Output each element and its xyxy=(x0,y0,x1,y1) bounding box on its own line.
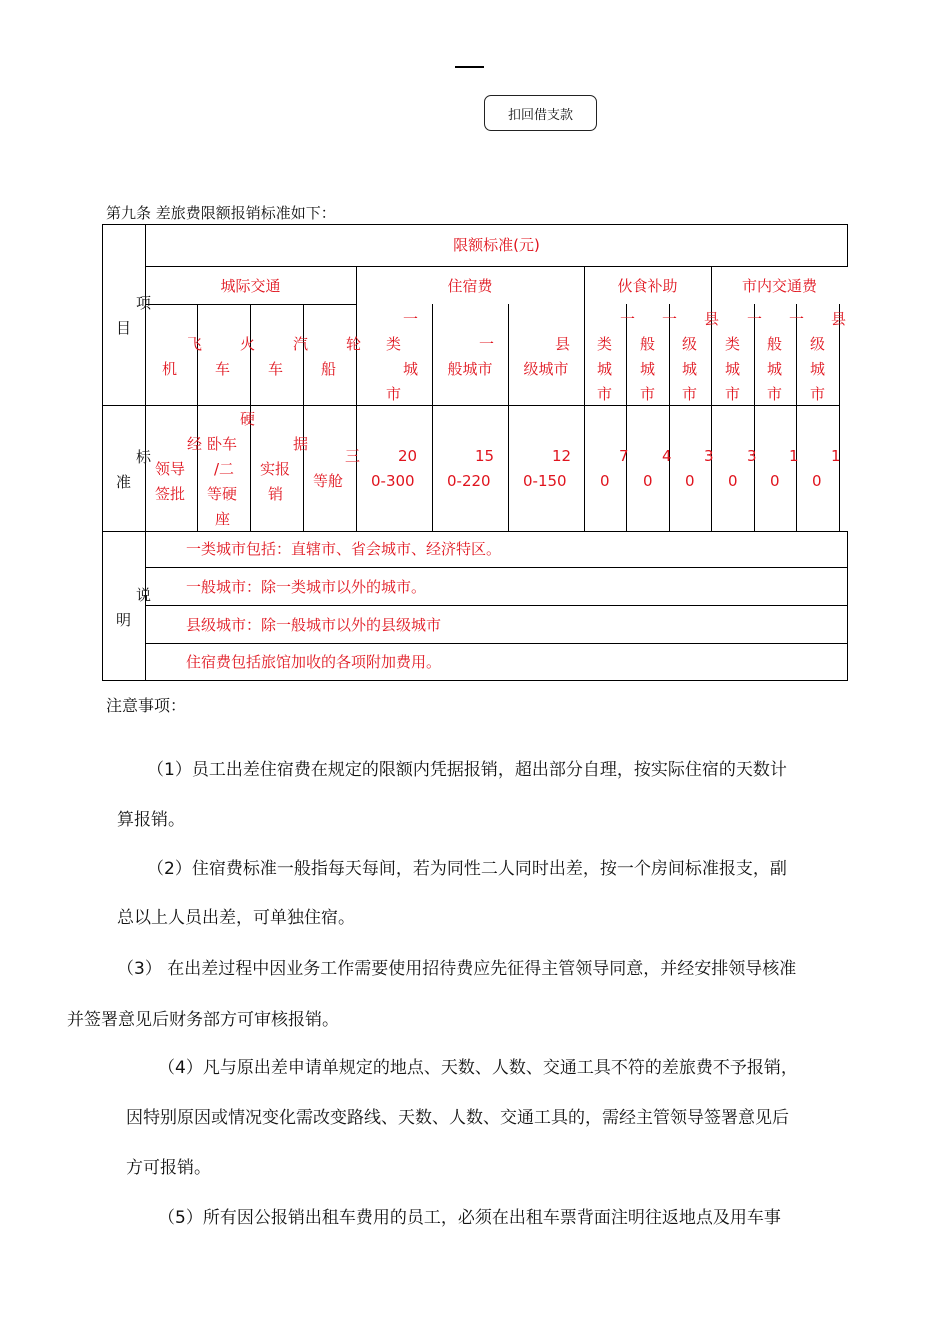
limit-standard-header: 限额标准(元) xyxy=(453,236,540,254)
item-3-line1: （3） 在出差过程中因业务工作需要使用招待费应先征得主管领导同意，并经安排领导核准 xyxy=(117,959,797,979)
std-train: 座 xyxy=(215,510,231,528)
meal-tier1: 城 xyxy=(597,360,613,378)
meal-tier1: 市 xyxy=(597,385,613,403)
stamp-box-label: 扣回借支款 xyxy=(507,107,573,123)
item-1-line1: （1）员工出差住宿费在规定的限额内凭据报销，超出部分自理，按实际住宿的天数计 xyxy=(147,760,787,780)
local-tier1: 类 xyxy=(725,335,741,353)
item-4-line2: 因特别原因或情况变化需改变路线、天数、人数、交通工具的，需经主管领导签署意见后 xyxy=(126,1108,789,1128)
table-rule-v xyxy=(584,266,585,531)
row-header-standard: 标 xyxy=(136,448,152,466)
table-rule xyxy=(145,567,848,568)
table-rule-v xyxy=(796,304,797,531)
table-rule xyxy=(145,643,848,644)
meal-general: 般 xyxy=(640,335,656,353)
type-train: 火 xyxy=(240,335,256,353)
lodging-county: 县 xyxy=(555,335,571,353)
std-plane: 签批 xyxy=(155,485,186,503)
article-heading: 第九条 差旅费限额报销标准如下： xyxy=(106,204,336,222)
row-header-item: 项 xyxy=(136,294,152,312)
stamp-box xyxy=(484,95,597,131)
lodging-general: 一 xyxy=(479,335,495,353)
std-lodging-county: 0-150 xyxy=(523,472,567,490)
note-row: 县级城市：除一般城市以外的县级城市 xyxy=(186,616,442,634)
local-county: 级 xyxy=(810,335,826,353)
table-rule xyxy=(145,605,848,606)
std-meal-county: 3 xyxy=(704,447,714,465)
std-lodging-county: 12 xyxy=(552,447,572,465)
group-meal-allowance: 伙食补助 xyxy=(617,277,678,295)
lodging-county: 级城市 xyxy=(523,360,569,378)
std-train: 卧车 xyxy=(207,435,238,453)
std-ship: 三 xyxy=(345,447,361,465)
lodging-tier1: 市 xyxy=(386,385,402,403)
std-train: 等硬 xyxy=(207,485,238,503)
local-general: 般 xyxy=(767,335,783,353)
std-local-county: 0 xyxy=(812,472,822,490)
type-train: 车 xyxy=(215,360,231,378)
std-bus: 实报 xyxy=(260,460,291,478)
row-header-notes: 说 xyxy=(136,586,152,604)
row-header-standard: 准 xyxy=(116,473,132,491)
type-bus: 汽 xyxy=(293,335,309,353)
meal-county: 市 xyxy=(682,385,698,403)
std-train: /二 xyxy=(214,460,235,478)
type-plane: 机 xyxy=(162,360,178,378)
table-rule-v xyxy=(432,304,433,531)
std-lodging-tier1: 0-300 xyxy=(371,472,415,490)
local-general: 城 xyxy=(767,360,783,378)
std-bus: 据 xyxy=(293,435,309,453)
table-border-top xyxy=(102,224,848,225)
table-rule-v xyxy=(508,304,509,531)
meal-county: 城 xyxy=(682,360,698,378)
std-lodging-general: 15 xyxy=(475,447,495,465)
table-rule-v xyxy=(626,304,627,531)
table-rule xyxy=(145,266,848,267)
table-rule xyxy=(145,304,357,305)
type-bus: 车 xyxy=(268,360,284,378)
table-border-bottom xyxy=(102,680,848,681)
std-train: 硬 xyxy=(240,410,256,428)
std-plane: 经 xyxy=(187,435,203,453)
group-lodging: 住宿费 xyxy=(447,277,493,295)
lodging-tier1: 城 xyxy=(403,360,419,378)
table-border-left xyxy=(102,224,103,680)
meal-county: 县 xyxy=(704,310,720,328)
type-ship: 船 xyxy=(321,360,337,378)
std-local-county: 1 xyxy=(831,447,841,465)
local-general: 一 xyxy=(789,310,805,328)
table-rule xyxy=(102,531,848,532)
local-tier1: 市 xyxy=(725,385,741,403)
item-5-line1: （5）所有因公报销出租车费用的员工，必须在出租车票背面注明往返地点及用车事 xyxy=(158,1208,781,1228)
group-intercity-transport: 城际交通 xyxy=(220,277,281,295)
table-rule-v xyxy=(839,304,840,531)
std-lodging-general: 0-220 xyxy=(447,472,491,490)
group-local-transport: 市内交通费 xyxy=(741,277,817,295)
local-county: 县 xyxy=(831,310,847,328)
std-meal-county: 0 xyxy=(685,472,695,490)
item-4-line1: （4）凡与原出差申请单规定的地点、天数、人数、交通工具不符的差旅费不予报销， xyxy=(158,1058,798,1078)
row-header-item: 目 xyxy=(116,319,132,337)
std-ship: 等舱 xyxy=(313,472,344,490)
std-local-general: 1 xyxy=(789,447,799,465)
std-meal-general: 0 xyxy=(643,472,653,490)
table-border-right xyxy=(847,531,848,680)
local-tier1: 一 xyxy=(747,310,763,328)
type-plane: 飞 xyxy=(187,335,203,353)
row-header-notes: 明 xyxy=(116,611,132,629)
item-2-line1: （2）住宿费标准一般指每天每间，若为同性二人同时出差，按一个房间标准报支，副 xyxy=(147,859,787,879)
lodging-general: 般城市 xyxy=(447,360,493,378)
std-meal-general: 4 xyxy=(662,447,672,465)
std-plane: 领导 xyxy=(155,460,186,478)
item-2-line2: 总以上人员出差，可单独住宿。 xyxy=(117,908,355,928)
note-row: 一类城市包括：直辖市、省会城市、经济特区。 xyxy=(186,540,502,558)
std-lodging-tier1: 20 xyxy=(398,447,418,465)
std-meal-tier1: 0 xyxy=(600,472,610,490)
meal-tier1: 一 xyxy=(620,310,636,328)
item-1-line2: 算报销。 xyxy=(117,810,185,830)
meal-county: 级 xyxy=(682,335,698,353)
type-ship: 轮 xyxy=(346,335,362,353)
std-bus: 销 xyxy=(268,485,284,503)
attention-title: 注意事项： xyxy=(106,696,187,715)
table-rule-v xyxy=(711,266,712,531)
table-rule-v xyxy=(754,304,755,531)
item-4-line3: 方可报销。 xyxy=(126,1158,211,1178)
std-meal-tier1: 7 xyxy=(619,447,629,465)
local-county: 城 xyxy=(810,360,826,378)
note-row: 住宿费包括旅馆加收的各项附加费用。 xyxy=(186,653,442,671)
local-county: 市 xyxy=(810,385,826,403)
lodging-tier1: 一 xyxy=(403,310,419,328)
meal-general: 一 xyxy=(662,310,678,328)
local-tier1: 城 xyxy=(725,360,741,378)
meal-general: 城 xyxy=(640,360,656,378)
meal-general: 市 xyxy=(640,385,656,403)
table-rule-v xyxy=(356,266,357,531)
item-3-line2: 并签署意见后财务部方可审核报销。 xyxy=(67,1010,339,1030)
header-rule xyxy=(455,66,484,68)
std-local-general: 0 xyxy=(770,472,780,490)
meal-tier1: 类 xyxy=(597,335,613,353)
local-general: 市 xyxy=(767,385,783,403)
table-rule-v xyxy=(669,304,670,531)
std-local-tier1: 0 xyxy=(728,472,738,490)
std-local-tier1: 3 xyxy=(747,447,757,465)
note-row: 一般城市：除一类城市以外的城市。 xyxy=(186,578,427,596)
lodging-tier1: 类 xyxy=(386,335,402,353)
